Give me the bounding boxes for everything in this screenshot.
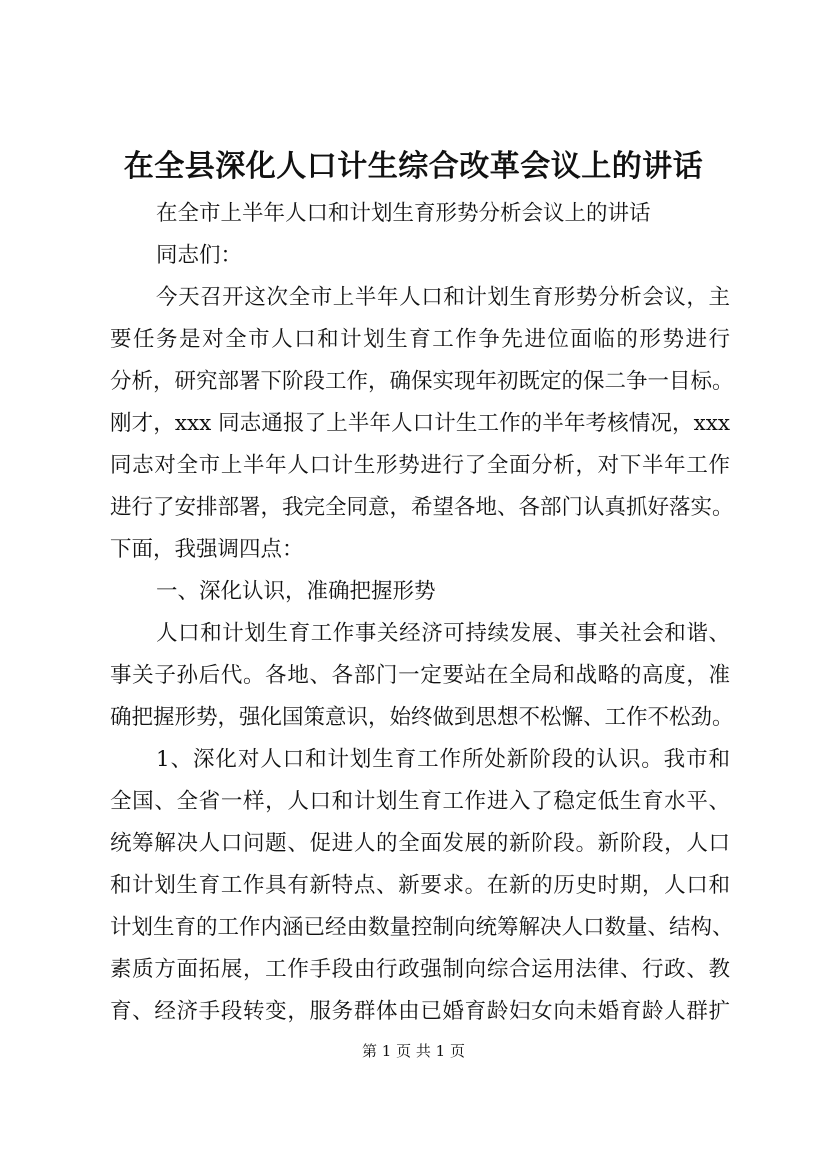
page-number-footer: 第 1 页 共 1 页 [362, 1042, 465, 1060]
body-line: 要任务是对全市人口和计划生育工作争先进位面临的形势进行 [110, 327, 730, 352]
subtitle-line: 在全市上半年人口和计划生育形势分析会议上的讲话 [156, 201, 651, 226]
body-line: 统筹解决人口问题、促进人的全面发展的新阶段。新阶段，人口 [110, 831, 730, 856]
salutation-line: 同志们： [156, 243, 243, 268]
body-line: 和计划生育工作具有新特点、新要求。在新的历史时期，人口和 [110, 873, 730, 898]
body-line: 人口和计划生育工作事关经济可持续发展、事关社会和谐、 [156, 621, 730, 646]
section-heading: 一、深化认识，准确把握形势 [156, 579, 436, 604]
body-line: 事关子孙后代。各地、各部门一定要站在全局和战略的高度，准 [110, 663, 730, 688]
body-line: 育、经济手段转变，服务群体由已婚育龄妇女向未婚育龄人群扩 [110, 999, 730, 1024]
body-line: 全国、全省一样，人口和计划生育工作进入了稳定低生育水平、 [110, 789, 730, 814]
body-line: 确把握形势，强化国策意识，始终做到思想不松懈、工作不松劲。 [110, 705, 734, 730]
body-line: 进行了安排部署，我完全同意，希望各地、各部门认真抓好落实。 [110, 495, 734, 520]
body-line: 计划生育的工作内涵已经由数量控制向统筹解决人口数量、结构、 [110, 915, 734, 940]
body-line: 今天召开这次全市上半年人口和计划生育形势分析会议，主 [156, 285, 730, 310]
body-line: 1、深化对人口和计划生育工作所处新阶段的认识。我市和 [156, 747, 730, 772]
body-line: 分析，研究部署下阶段工作，确保实现年初既定的保二争一目标。 [110, 369, 734, 394]
body-line: 素质方面拓展，工作手段由行政强制向综合运用法律、行政、教 [110, 957, 730, 982]
body-line: 刚才，xxx 同志通报了上半年人口计生工作的半年考核情况，xxx [110, 411, 730, 436]
body-line: 下面，我强调四点： [110, 537, 304, 562]
document-title: 在全县深化人口计生综合改革会议上的讲话 [123, 149, 704, 184]
body-line: 同志对全市上半年人口计生形势进行了全面分析，对下半年工作 [110, 453, 730, 478]
